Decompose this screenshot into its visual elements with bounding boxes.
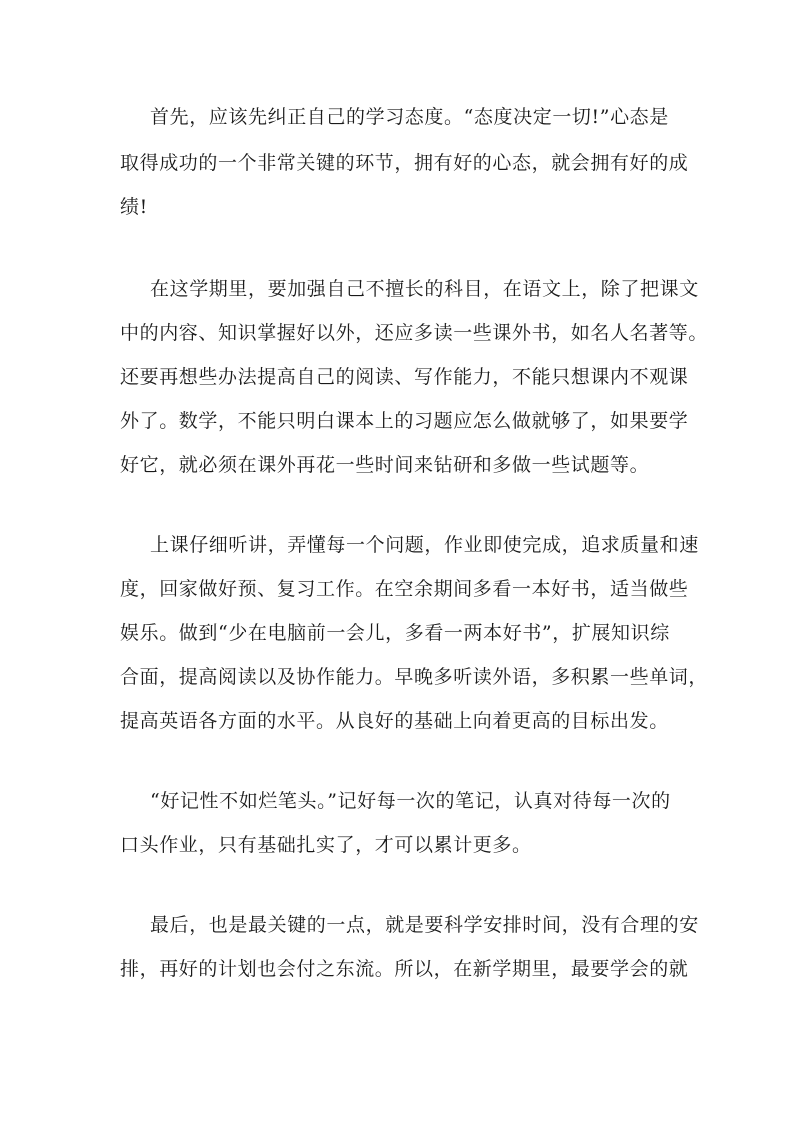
paragraph-4-line-2: 口头作业，只有基础扎实了，才可以累计更多。 [120,834,532,856]
paragraph-2-line-1: 在这学期里，要加强自己不擅长的科目，在语文上，除了把课文 [150,278,699,300]
paragraph-2-line-3: 还要再想些办法提高自己的阅读、写作能力，不能只想课内不观课 [120,366,689,388]
paragraph-4-line-1: “好记性不如烂笔头。”记好每一次的笔记，认真对待每一次的 [150,790,671,812]
paragraph-1-line-2: 取得成功的一个非常关键的环节，拥有好的心态，就会拥有好的成 [120,152,689,174]
paragraph-2-line-4: 外了。数学，不能只明白课本上的习题应怎么做就够了，如果要学 [120,410,689,432]
paragraph-1-line-1: 首先，应该先纠正自己的学习态度。“态度决定一切!”心态是 [150,106,669,128]
paragraph-3-line-1: 上课仔细听讲，弄懂每一个问题，作业即使完成，追求质量和速 [150,534,699,556]
paragraph-5-line-2: 排，再好的计划也会付之东流。所以，在新学期里，最要学会的就 [120,958,689,980]
paragraph-2-line-2: 中的内容、知识掌握好以外，还应多读一些课外书，如名人名著等。 [120,322,709,344]
paragraph-5-line-1: 最后，也是最关键的一点，就是要科学安排时间，没有合理的安 [150,914,699,936]
paragraph-3-line-2: 度，回家做好预、复习工作。在空余期间多看一本好书，适当做些 [120,578,689,600]
paragraph-3-line-5: 提高英语各方面的水平。从良好的基础上向着更高的目标出发。 [120,710,669,732]
paragraph-3-line-4: 合面，提高阅读以及协作能力。早晚多听读外语，多积累一些单词， [120,666,709,688]
paragraph-1-line-3: 绩! [120,196,148,218]
paragraph-2-line-5: 好它，就必须在课外再花一些时间来钻研和多做一些试题等。 [120,454,650,476]
paragraph-3-line-3: 娱乐。做到“少在电脑前一会儿，多看一两本好书”，扩展知识综 [120,622,670,644]
